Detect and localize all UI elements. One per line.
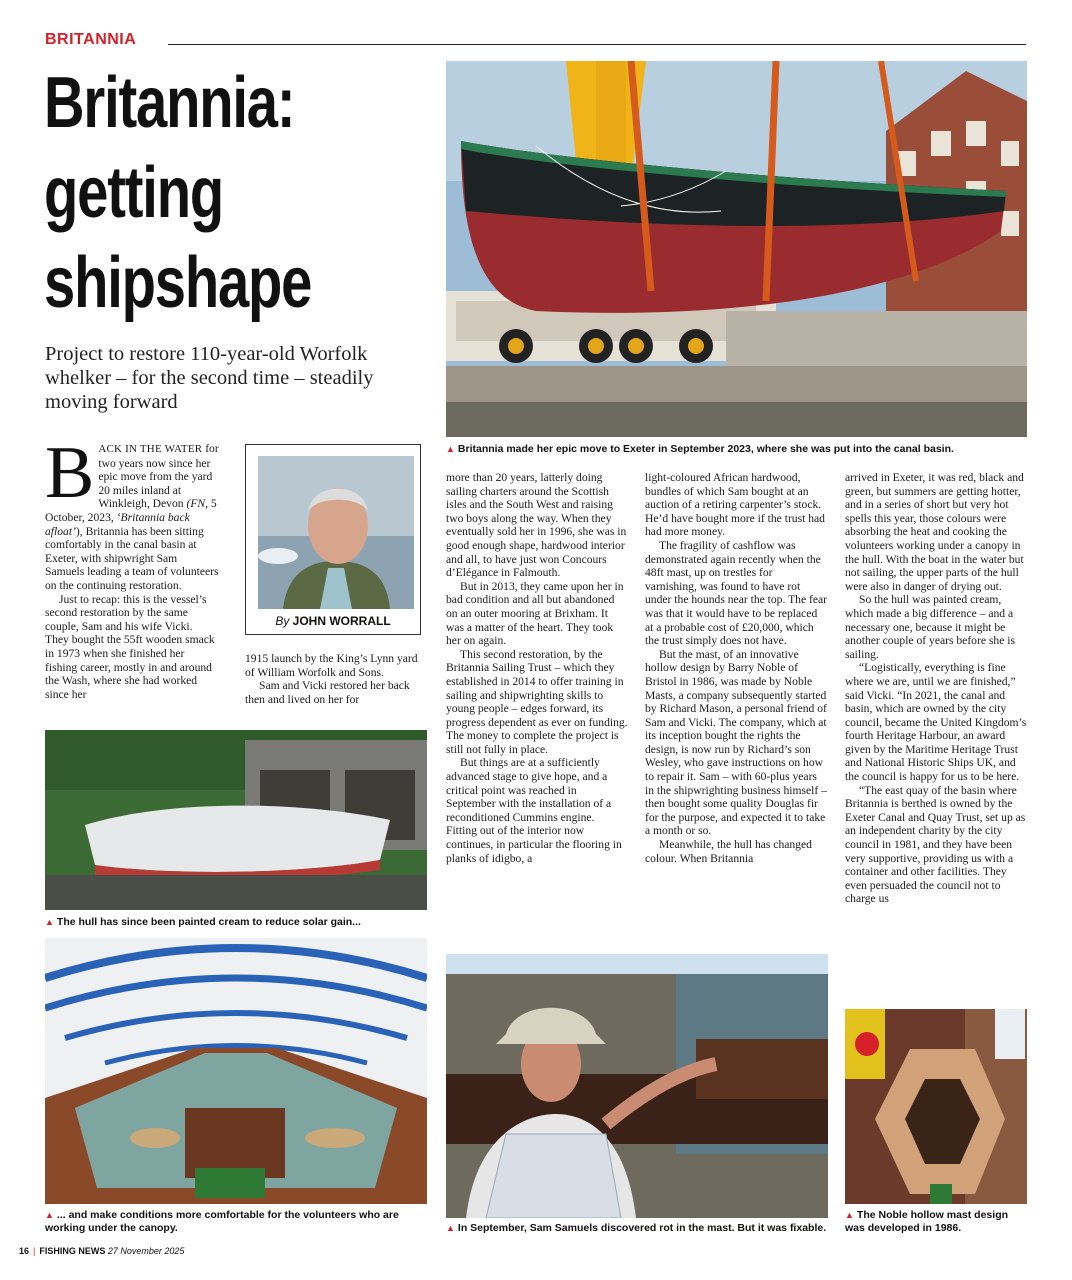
headline-line-2: getting xyxy=(44,153,223,233)
col2-p2: Sam and Vicki restored her back then and lived on her for xyxy=(245,679,410,706)
caption-hull-text: The hull has since been painted cream to reduce solar gain... xyxy=(56,916,361,928)
col1-p1-ref-title: ‘Britannia back afloat’ xyxy=(45,510,190,538)
photo-mast-section xyxy=(845,1009,1027,1204)
footer-divider: | xyxy=(33,1246,36,1256)
col4-p2: The fragility of cashflow was demonstrated again recently when the 48ft mast, up on trestles for varnishing, was found to have rot under the hounds near the top. The fear was that it would have to be replaced at a probable cost of £20,000, which the trust simply does not have. xyxy=(645,538,828,648)
caption-mast: ▲ The Noble hollow mast design was developed in 1986. xyxy=(845,1209,1009,1234)
caption-hull: ▲ The hull has since been painted cream to reduce solar gain... xyxy=(45,916,361,928)
col1-p1-date: 5 October, 2023, xyxy=(45,497,217,524)
col1-p2: Just to recap: this is the vessel’s second restoration by the same couple, Sam and his wife Vicki. They bought the 55ft wooden smack in 1973 when she finished her fishing career, mostly in and around the Wash, where she had worked since her xyxy=(45,592,215,701)
photo-hull-cream xyxy=(45,730,427,910)
section-rule xyxy=(168,44,1026,45)
body-column-3 xyxy=(446,471,628,865)
photo-boat-lift xyxy=(446,61,1027,437)
col3-p4: But things are at a sufficiently advanced stage to give hope, and a critical point was reached in September with the installation of a reconditioned Cummins engine. Fitting out of the interior now continues, in particular the flooring in planks of idigbo, a xyxy=(446,756,622,865)
byline-box xyxy=(245,444,421,635)
col3-p2: But in 2013, they came upon her in bad condition and all but abandoned on an outer mooring at Brixham. It was a matter of the heart. They took her on again. xyxy=(446,579,624,648)
caption-lift: ▲ Britannia made her epic move to Exeter in September 2023, where she was put into the canal basin. xyxy=(446,443,954,455)
author-portrait xyxy=(258,456,414,609)
lead-in-caps: ACK IN THE WATER xyxy=(98,443,203,455)
section-tag: BRITANNIA xyxy=(45,31,137,48)
byline-name: JOHN WORRALL xyxy=(292,614,391,628)
byline xyxy=(246,614,420,628)
caption-canopy-text: ... and make conditions more comfortable for the volunteers who are working under the canopy. xyxy=(45,1209,399,1234)
col1-p1-b: ), Britannia has been sitting comfortably in the canal basin at Exeter, with shipwright Sam Samuels leading a team of volunteers on the continuing restoration. xyxy=(45,524,219,592)
caption-sam-text: In September, Sam Samuels discovered rot in the mast. But it was fixable. xyxy=(457,1222,827,1234)
caption-canopy: ▲ ... and make conditions more comfortable for the volunteers who are working under the canopy. xyxy=(45,1209,399,1234)
headline-line-3: shipshape xyxy=(44,243,312,323)
page-number: 16 xyxy=(19,1246,30,1256)
col3-p1: more than 20 years, latterly doing sailing charters around the Scottish isles and the South West and raising two boys along the way. When they eventually sold her in 1996, she was in good enough shape, hardwood interior and all, to have just won Concours d’Elégance in Falmouth. xyxy=(446,471,627,580)
col4-p4: Meanwhile, the hull has changed colour. When Britannia xyxy=(645,838,812,865)
col5-p3: “Logistically, everything is fine where we are, until we are finished,” said Vicki. “In 2021, the canal and basin, which are owned by the city council, became the United Kingdom’s fourth Heritage Harbour, an award given by the Maritime Heritage Trust and National Historic Ships UK, and the council is happy for us to be here. xyxy=(845,661,1027,784)
caption-lift-text: Britannia made her epic move to Exeter in September 2023, where she was put into the canal basin. xyxy=(457,443,954,455)
col1-p1-a: for two years now since her epic move from the yard 20 miles inland at Winkleigh, Devon xyxy=(98,442,219,511)
publication-name: FISHING NEWS xyxy=(39,1246,106,1256)
page-footer xyxy=(19,1246,184,1256)
body-column-5 xyxy=(845,471,1027,906)
photo-canopy-interior xyxy=(45,938,427,1204)
body-column-1 xyxy=(45,432,219,701)
col5-p1: arrived in Exeter, it was red, black and green, but summers are getting hotter, and in a series of short but very hot spells this year, those colours were absorbing the heat and cooking the volunteers working under a canopy in the hull. With the boat in the water but not sailing, the upper parts of the hull were also in danger of drying out. xyxy=(845,471,1024,593)
caption-sam: ▲ In September, Sam Samuels discovered rot in the mast. But it was fixable. xyxy=(446,1222,827,1234)
issue-date: 27 November 2025 xyxy=(107,1246,185,1256)
col3-p3: This second restoration, by the Britannia Sailing Trust – which they established in 2014 to offer training in sailing and shipwrighting skills to young people – edges forward, its progress dependent as ever on funding. The money to complete the project is still not fully in place. xyxy=(446,647,628,756)
col4-p3: But the mast, of an innovative hollow design by Barry Noble of Bristol in 1986, was made by Noble Masts, a company subsequently started by Richard Mason, a personal friend of Sam and Vicki. The company, which at its inception bought the rights the design, is now run by Richard’s son Wesley, who gave instructions on how to repair it. Sam – with 60-plus years in the shipwrighting business himself – then bought some quality Douglas fir for the purpose, and expected it to take a month or so. xyxy=(645,647,827,838)
col1-p1-ref: (FN, xyxy=(186,497,209,511)
caption-mast-text: The Noble hollow mast design was developed in 1986. xyxy=(845,1209,1009,1234)
drop-cap: B xyxy=(45,432,95,514)
byline-prefix: By xyxy=(275,614,290,628)
col2-p1: 1915 launch by the King’s Lynn yard of William Worfolk and Sons. xyxy=(245,652,418,679)
body-column-2 xyxy=(245,652,421,706)
headline-line-1: Britannia: xyxy=(44,63,295,143)
col5-p4: “The east quay of the basin where Britannia is berthed is owned by the Exeter Canal and Quay Trust, set up as an independent charity by the city council in 1981, and they have been very supportive, providing us with a container and other facilities. They even persuaded the council not to charge us xyxy=(845,783,1026,906)
body-column-4 xyxy=(645,471,827,865)
col5-p2: So the hull was painted cream, which made a big difference – and a necessary one, because it might be another couple of years before she is sailing. xyxy=(845,593,1015,661)
col4-p1: light-coloured African hardwood, bundles of which Sam bought at an auction of a retiring carpenter’s stock. He’d have bought more if the trust had had more money. xyxy=(645,471,825,539)
standfirst: Project to restore 110-year-old Worfolk whelker – for the second time – steadily moving forward xyxy=(45,343,374,413)
photo-sam-mast xyxy=(446,954,828,1218)
headline xyxy=(44,58,340,328)
